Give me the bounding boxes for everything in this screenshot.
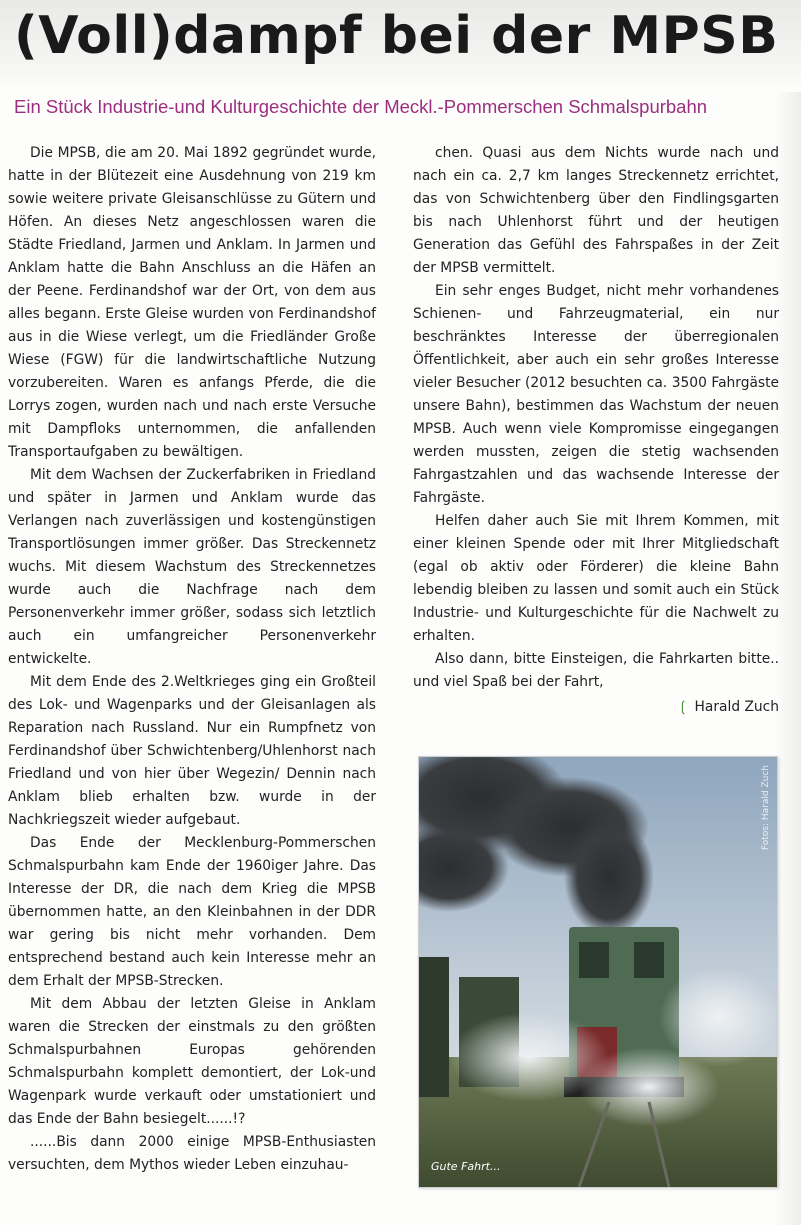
article-subtitle: Ein Stück Industrie-und Kulturgeschichte der Meckl.-Pommerschen Schmalspurbahn — [14, 96, 708, 117]
article-title: (Voll)dampf bei der MPSB — [14, 6, 779, 66]
paragraph: Die MPSB, die am 20. Mai 1892 gegründet wurde, hatte in der Blütezeit eine Ausdehnung von 219 km sowie weitere private Gleisanschlüsse zu Gütern und Höfen. An dieses Netz angeschlossen waren die Städte Friedland, Jarmen und Anklam. In Jarmen und Anklam hatte die Bahn Anschluss an die Häfen an der Peene. Ferdinandshof war der Ort, von dem aus alles begann. Erste Gleise wurden von Ferdinandshof aus in die Wiese verlegt, um die Friedländer Große Wiese (FGW) für die landwirtschaftliche Nutzung vorzubereiten. Waren es anfangs Pferde, die die Lorrys zogen, wurden nach und nach erste Versuche mit Dampfloks unternommen, die anfallenden Transportaufgaben zu bewältigen. — [8, 145, 376, 460]
paragraph: Also dann, bitte Einsteigen, die Fahrkarten bitte.. und viel Spaß bei der Fahrt, — [413, 651, 779, 690]
paragraph: Mit dem Abbau der letzten Gleise in Anklam waren die Strecken der einstmals zu den größten Schmalspurbahnen Europas gehörenden Schmalspurbahn komplett demontiert, der Lok-und Wagenpark wurde verkauft oder umstationiert und das Ende der Bahn besiegelt......!? — [8, 996, 376, 1127]
author-line — [413, 696, 779, 719]
left-column — [8, 142, 376, 1177]
paragraph: ......Bis dann 2000 einige MPSB-Enthusiasten versuchten, dem Mythos wieder Leben einzuhau- — [8, 1134, 376, 1173]
steam-train-photo — [418, 756, 778, 1188]
photo-credit: Fotos: Harald Zuch — [761, 765, 771, 851]
paragraph: Ein sehr enges Budget, nicht mehr vorhandenes Schienen- und Fahrzeugmaterial, ein nur beschränktes Interesse der überregionalen Öffentlichkeit, aber auch ein sehr großes Interesse vieler Besucher (2012 besuchten ca. 3500 Fahrgäste unsere Bahn), bestimmen das Wachstum der neuen MPSB. Auch wenn viele Kompromisse eingegangen werden mussten, zeigen die stetig wachsenden Fahrgastzahlen und das wachsende Interesse der Fahrgäste. — [413, 283, 779, 506]
paragraph: chen. Quasi aus dem Nichts wurde nach und nach ein ca. 2,7 km langes Streckennetz errichtet, das von Schwichtenberg über den Findlingsgarten bis nach Uhlenhorst führt und der heutigen Generation das Gefühl des Fahrspaßes in der Zeit der MPSB vermittelt. — [413, 145, 779, 276]
photo-caption: Gute Fahrt... — [431, 1160, 501, 1173]
paragraph: Mit dem Ende des 2.Weltkrieges ging ein Großteil des Lok- und Wagenparks und der Gleisanlagen als Reparation nach Russland. Nur ein Rumpfnetz von Ferdinandshof über Schwichtenberg/Uhlenhorst nach Friedland und von hier über Wegezin/ Dennin nach Anklam blieb erhalten bzw. wurde in der Nachkriegszeit wieder aufgebaut. — [8, 674, 376, 828]
paragraph: Helfen daher auch Sie mit Ihrem Kommen, mit einer kleinen Spende oder mit Ihrer Mitgliedschaft (egal ob aktiv oder Förderer) die kleine Bahn lebendig bleiben zu lassen und somit auch ein Stück Industrie- und Kulturgeschichte für die Nachwelt zu erhalten. — [413, 513, 779, 644]
photo-illustration — [419, 757, 777, 1187]
author-marker-icon: ❲ — [676, 699, 689, 715]
paragraph: Mit dem Wachsen der Zuckerfabriken in Friedland und später in Jarmen und Anklam wurde das Verlangen nach zuverlässigen und kostengünstigen Transportlösungen immer größer. Das Streckennetz wuchs. Mit diesem Wachstum des Streckennetzes wurde auch die Nachfrage nach dem Personenverkehr immer größer, sodass sich letztlich auch ein umfangreicher Personenverkehr entwickelte. — [8, 467, 376, 667]
right-column — [413, 142, 779, 719]
paragraph: Das Ende der Mecklenburg-Pommerschen Schmalspurbahn kam Ende der 1960iger Jahre. Das Interesse der DR, die nach dem Krieg die MPSB übernommen hatte, an den Kleinbahnen in der DDR war gering bis nicht mehr vorhanden. Dem entsprechend bestand auch kein Interesse mehr an dem Erhalt der MPSB-Strecken. — [8, 835, 376, 989]
author-name: Harald Zuch — [694, 699, 779, 715]
